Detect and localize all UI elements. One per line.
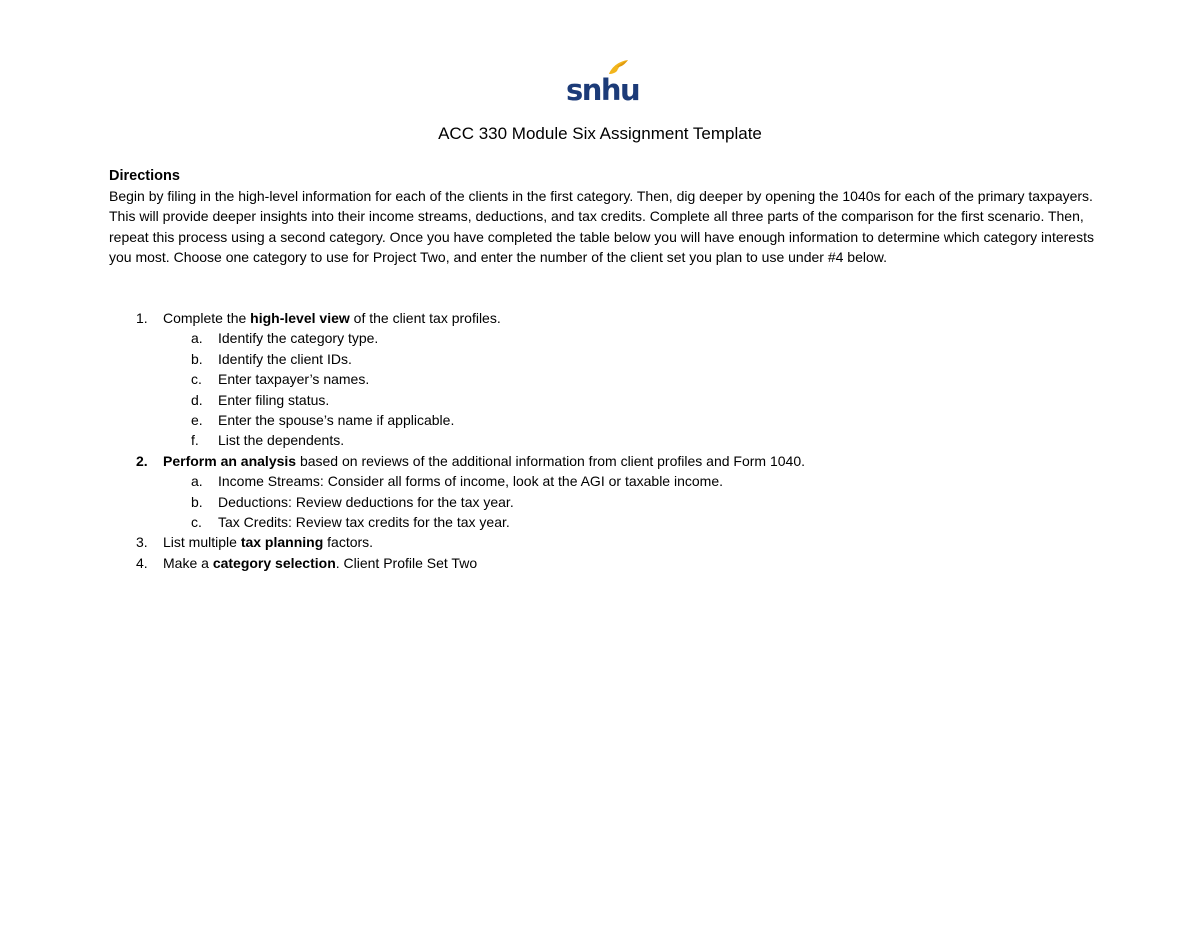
svg-text:snhu: snhu <box>566 73 640 107</box>
substep-letter: a. <box>191 473 203 490</box>
step-text-pre: List multiple <box>163 534 241 551</box>
substep-text: Income Streams: Consider all forms of income, look at the AGI or taxable income. <box>218 473 723 490</box>
substep-text: Identify the category type. <box>218 330 379 347</box>
substep-item <box>109 390 1094 410</box>
substep-letter: f. <box>191 432 199 449</box>
step-text <box>163 308 501 328</box>
step-number: 1. <box>136 310 148 326</box>
substep-letter: c. <box>191 513 202 530</box>
step-number: 3. <box>136 534 148 551</box>
substep-item <box>109 492 1094 512</box>
step-text-pre: Complete the <box>163 310 251 326</box>
substep-item <box>109 471 1094 491</box>
step-item <box>109 532 1094 552</box>
substep-letter: a. <box>191 330 203 347</box>
step-text <box>163 451 805 471</box>
step-number: 2. <box>136 452 148 469</box>
substep-item <box>109 349 1094 369</box>
step-item <box>109 308 1094 328</box>
step-item <box>109 553 1094 573</box>
step-text-bold: category selection <box>212 554 336 571</box>
substep-item <box>109 512 1094 532</box>
step-text-post: of the client tax profiles. <box>349 310 501 326</box>
substep-text: Enter the spouse’s name if applicable. <box>218 411 455 428</box>
step-number: 4. <box>136 554 148 571</box>
snhu-logo-graphic <box>565 56 640 107</box>
step-text <box>163 553 477 573</box>
snhu-logo <box>565 56 640 107</box>
directions-body: Begin by filing in the high-level information for each of the clients in the first category. Then, dig deeper by opening the 1040s for each of the primary taxpayers. This will provide deeper insights into their income streams, deductions, and tax credits. Complete all three parts of the comparison for the first scenario. Then, repeat this process using a second category. Once you have completed the table below you will have enough information to determine which category interests you most. Choose one category to use for Project Two, and enter the number of the client set you plan to use under #4 below. <box>109 188 1094 266</box>
substep-text: Enter filing status. <box>218 391 330 408</box>
substep-item <box>109 430 1094 450</box>
substep-letter: c. <box>191 371 202 388</box>
substep-letter: e. <box>191 411 203 428</box>
step-item <box>109 451 1094 471</box>
substep-text: Identify the client IDs. <box>218 350 352 367</box>
substep-text: List the dependents. <box>218 432 345 449</box>
substep-item <box>109 369 1094 389</box>
substep-letter: b. <box>191 350 203 367</box>
step-text-pre: Make a <box>163 554 213 571</box>
substep-text: Tax Credits: Review tax credits for the tax year. <box>218 513 510 530</box>
step-text-bold: tax planning <box>240 534 324 551</box>
substep-item <box>109 410 1094 430</box>
directions-heading: Directions <box>109 168 180 184</box>
step-text-post: based on reviews of the additional information from client profiles and Form 1040. <box>296 452 805 469</box>
substep-text: Enter taxpayer’s names. <box>218 371 370 388</box>
steps-list <box>109 308 1094 573</box>
step-text-post: factors. <box>323 534 374 551</box>
substep-letter: b. <box>191 493 203 510</box>
step-text-post: . Client Profile Set Two <box>335 554 478 571</box>
step-text <box>163 532 373 552</box>
substep-text: Deductions: Review deductions for the tax year. <box>218 493 514 510</box>
step-text-bold: Perform an analysis <box>163 452 297 469</box>
step-text-bold: high-level view <box>250 310 350 326</box>
substep-letter: d. <box>191 391 203 408</box>
substep-item <box>109 328 1094 348</box>
document-title: ACC 330 Module Six Assignment Template <box>438 124 762 143</box>
